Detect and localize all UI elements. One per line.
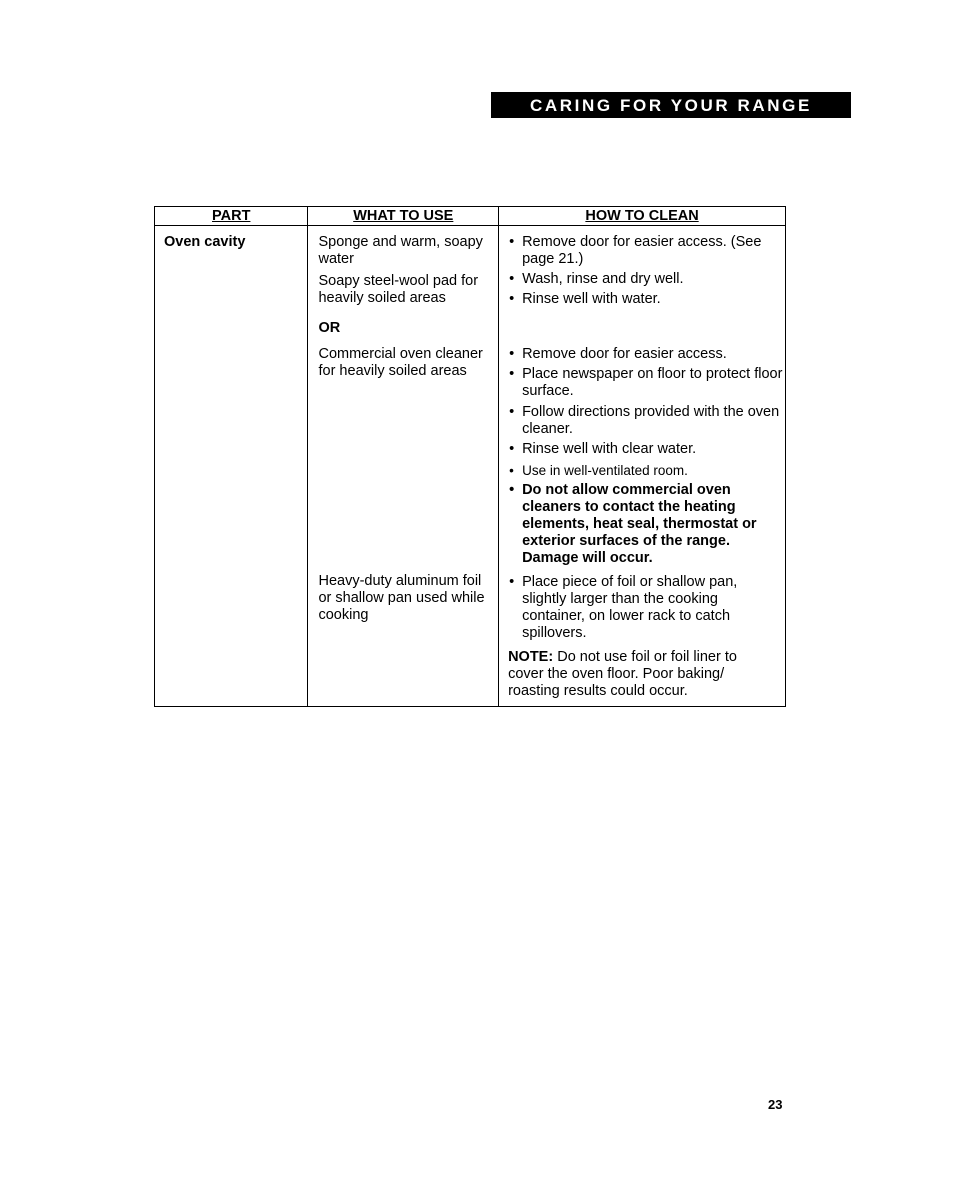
bullet-icon: •: [509, 234, 515, 250]
bullet-icon: •: [509, 291, 515, 307]
what-item-oven-cleaner: Commercial oven cleaner for heavily soiled areas: [318, 346, 483, 379]
list-item: • Remove door for easier access.: [509, 346, 727, 362]
part-name: Oven cavity: [164, 234, 246, 250]
bullet-icon: •: [509, 271, 515, 287]
list-item: • Place piece of foil or shallow pan, slightly larger than the cooking container, on lower rack to catch spillovers.: [509, 574, 738, 641]
bullet-icon: •: [509, 463, 514, 478]
header-what-to-use: WHAT TO USE: [308, 207, 499, 226]
part-cell: [155, 226, 308, 707]
list-item: • Rinse well with water.: [509, 291, 661, 307]
bullet-icon: •: [509, 346, 515, 362]
bullet-icon: •: [509, 404, 515, 420]
section-title-banner: CARING FOR YOUR RANGE: [491, 92, 851, 118]
what-or-separator: OR: [318, 320, 341, 336]
list-item: • Follow directions provided with the oven cleaner.: [509, 404, 780, 437]
list-item: • Use in well-ventilated room.: [509, 463, 688, 478]
note-label: NOTE:: [508, 649, 554, 665]
what-item-foil: Heavy-duty aluminum foil or shallow pan used while cooking: [318, 573, 485, 623]
how-to-clean-cell: [499, 226, 786, 707]
header-how-to-clean: HOW TO CLEAN: [499, 207, 786, 226]
table-header-row: [155, 207, 786, 226]
table-row: [155, 226, 786, 707]
bullet-icon: •: [509, 574, 515, 590]
what-to-use-cell: [308, 226, 499, 707]
cleaning-table: [154, 206, 786, 707]
list-item: • Remove door for easier access. (See page 21.): [509, 234, 762, 267]
list-item: • Rinse well with clear water.: [509, 441, 697, 457]
note-body: Do not use foil or foil liner to cover the oven floor. Poor baking/ roasting results could occur.: [508, 649, 737, 699]
note-text: [508, 649, 770, 700]
list-item: • Place newspaper on floor to protect floor surface.: [509, 366, 783, 399]
bullet-icon: •: [509, 482, 515, 498]
bullet-icon: •: [509, 366, 515, 382]
bullet-icon: •: [509, 441, 515, 457]
header-part: PART: [155, 207, 308, 226]
page-number: 23: [768, 1097, 783, 1112]
warning-item: • Do not allow commercial oven cleaners to contact the heating elements, heat seal, thermostat or exterior surfaces of the range. Damage will occur.: [509, 482, 757, 566]
what-item-steel-wool: Soapy steel-wool pad for heavily soiled areas: [318, 273, 479, 306]
list-item: • Wash, rinse and dry well.: [509, 271, 684, 287]
what-item-sponge: Sponge and warm, soapy water: [318, 234, 483, 267]
